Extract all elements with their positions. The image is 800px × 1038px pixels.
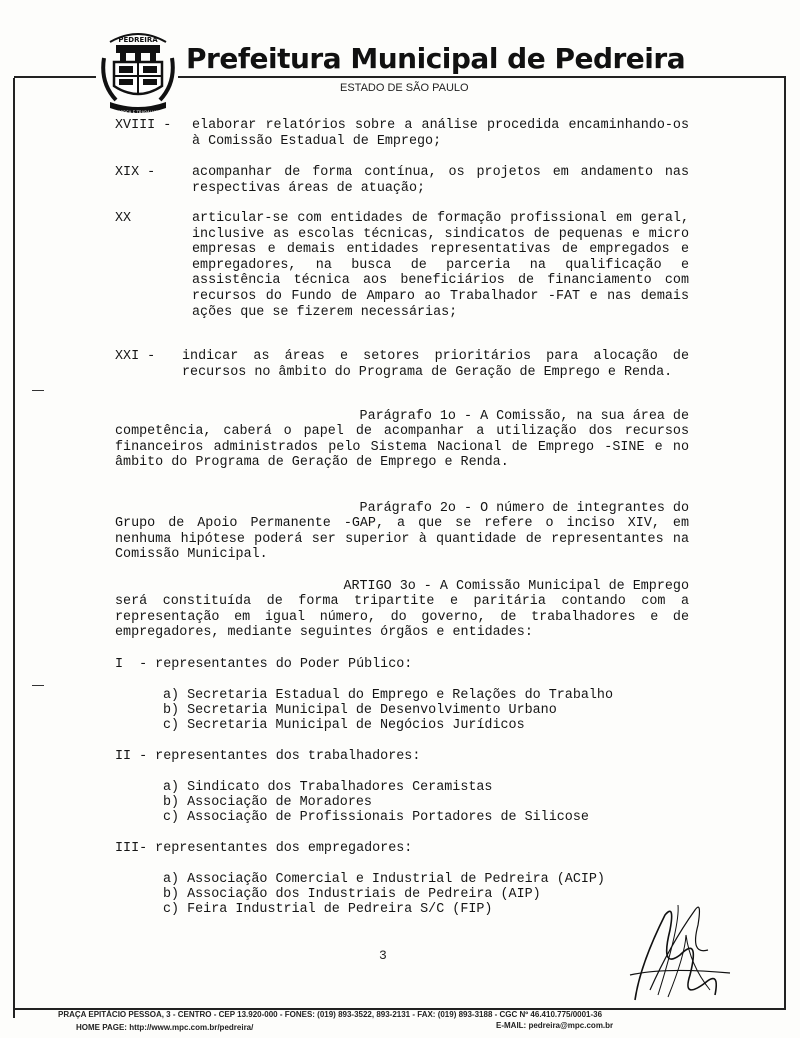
item-number: XX <box>115 211 132 226</box>
list-item: a) Sindicato dos Trabalhadores Ceramistas <box>163 780 493 795</box>
group-title-workers: II - representantes dos trabalhadores: <box>115 749 421 764</box>
article-3-heading: ARTIGO 3o - A Comissão Municipal de Emprego <box>343 579 689 594</box>
footer-address: PRAÇA EPITÁCIO PESSOA, 3 - CENTRO - CEP 13.920-000 - FONES: (019) 893-3522, 893-2131 - FAX: (019) 893-3188 - CGC Nº 46.410.775/0001-36 <box>58 1010 603 1019</box>
item-number: XVIII - <box>115 118 172 133</box>
header-subtitle: ESTADO DE SÃO PAULO <box>340 82 469 94</box>
item-text: elaborar relatórios sobre a análise procedida encaminhando-os à Comissão Estadual de Emprego; <box>192 118 689 149</box>
list-item: b) Associação de Moradores <box>163 795 372 810</box>
list-item: c) Feira Industrial de Pedreira S/C (FIP) <box>163 902 493 917</box>
article-3 <box>115 579 689 641</box>
svg-text:PEDREIRA: PEDREIRA <box>118 36 158 44</box>
group-title-public: I - representantes do Poder Público: <box>115 657 413 672</box>
list-item: b) Secretaria Municipal de Desenvolvimento Urbano <box>163 703 557 718</box>
list-item-xx <box>115 211 690 336</box>
list-item-xix <box>115 165 690 197</box>
paragraph-1 <box>115 409 689 471</box>
list-item-xxi <box>115 349 690 397</box>
paragraph-2 <box>115 501 689 563</box>
list-item: a) Associação Comercial e Industrial de Pedreira (ACIP) <box>163 872 605 887</box>
paragraph-2-heading: Parágrafo 2o - O número de integrantes do <box>359 501 689 516</box>
header-rule-left <box>14 76 96 78</box>
article-3-text: será constituída de forma tripartite e paritária contando com a representação em igual número, do governo, de trabalhadores e de empregadores, mediante seguintes órgãos e entidades: <box>115 594 689 641</box>
paragraph-2-text: Grupo de Apoio Permanente -GAP, a que se refere o inciso XIV, em nenhuma hipótese poderá ser superior à quantidade de representantes na Comissão Municipal. <box>115 516 689 563</box>
item-text: acompanhar de forma contínua, os projetos em andamento nas respectivas áreas de atuação; <box>192 165 689 196</box>
signature <box>620 895 740 1010</box>
item-text: indicar as áreas e setores prioritários para alocação de recursos no âmbito do Programa de Geração de Emprego e Renda. <box>182 349 689 380</box>
frame-left-border <box>13 78 15 1018</box>
item-number: XXI - <box>115 349 156 364</box>
page-number: 3 <box>379 948 387 963</box>
list-item-xviii <box>115 118 690 150</box>
frame-right-border <box>784 78 786 1008</box>
margin-mark <box>32 390 44 391</box>
list-item: c) Secretaria Municipal de Negócios Jurídicos <box>163 718 525 733</box>
item-text: articular-se com entidades de formação profissional em geral, inclusive as escolas técnicas, sindicatos de pequenas e micro empresas e demais entidades representativas de empregados e empregadores, na busca de parceria na qualificação e assistência técnica aos beneficiários de financiamento com recursos do Fundo de Amparo ao Trabalhador -FAT e nas demais ações que se fizerem necessárias; <box>192 211 689 320</box>
group-title-employers: III- representantes dos empregadores: <box>115 841 413 856</box>
paragraph-1-text: competência, caberá o papel de acompanhar a utilização dos recursos financeiros administrados pelo Sistema Nacional de Emprego -SINE e no âmbito do Programa de Geração de Emprego e Renda. <box>115 424 689 471</box>
list-item: c) Associação de Profissionais Portadores de Silicose <box>163 810 589 825</box>
item-number: XIX - <box>115 165 156 180</box>
paragraph-1-heading: Parágrafo 1o - A Comissão, na sua área de <box>359 409 689 424</box>
footer-email: E-MAIL: pedreira@mpc.com.br <box>496 1021 614 1030</box>
svg-text:FORÇA E TRABALHO: FORÇA E TRABALHO <box>117 110 159 115</box>
municipal-crest-icon <box>100 28 176 118</box>
header-rule-right <box>178 76 786 78</box>
header-title: Prefeitura Municipal de Pedreira <box>186 42 686 75</box>
margin-mark <box>32 685 44 686</box>
list-item: a) Secretaria Estadual do Emprego e Relações do Trabalho <box>163 688 613 703</box>
footer-homepage: HOME PAGE: http://www.mpc.com.br/pedreira/ <box>76 1023 254 1032</box>
list-item: b) Associação dos Industriais de Pedreira (AIP) <box>163 887 541 902</box>
